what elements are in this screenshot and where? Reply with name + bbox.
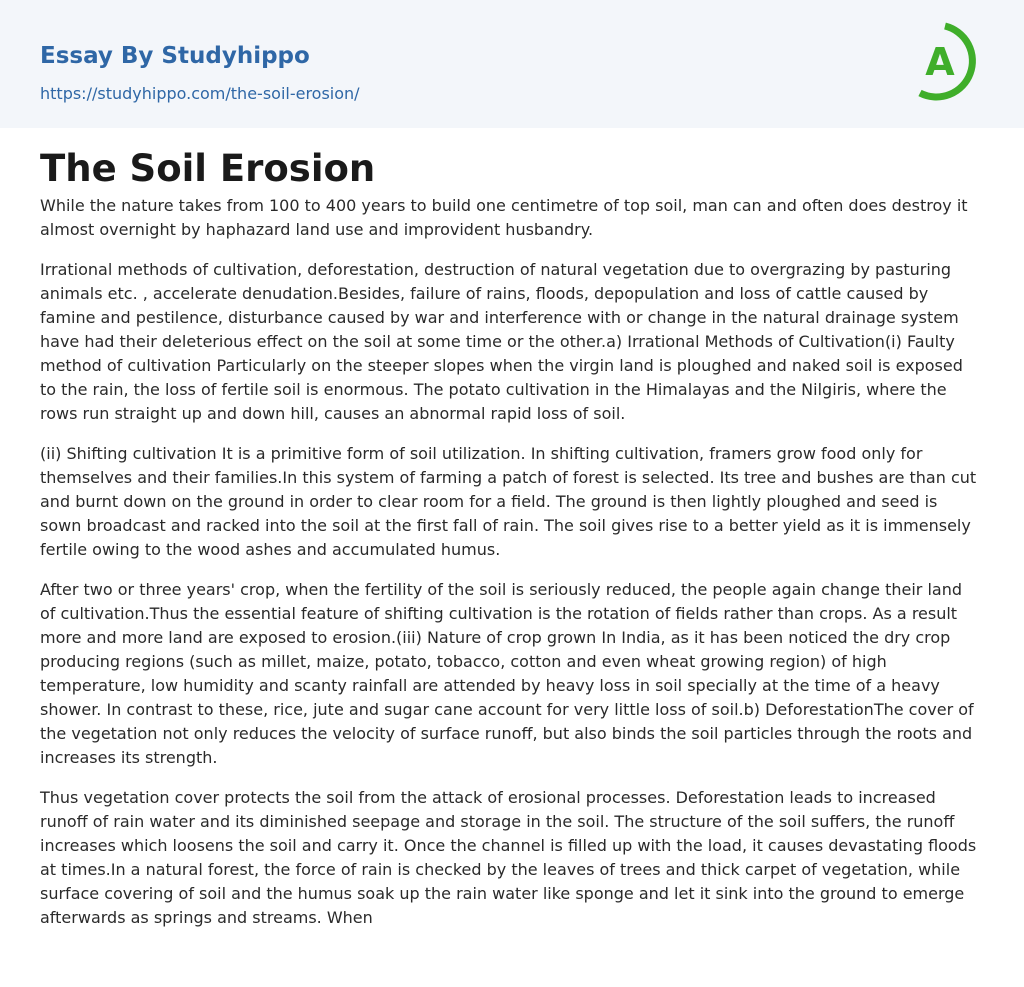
brand-title[interactable]: Essay By Studyhippo	[40, 43, 310, 69]
studyhippo-logo-icon[interactable]	[911, 19, 987, 105]
paragraph: (ii) Shifting cultivation It is a primitive form of soil utilization. In shifting cultivation, framers grow food only for themselves and their families.In this system of farming a patch of forest is selected. Its tree and bushes are than cut and burnt down on the ground in order to clear room for a field. The ground is then lightly ploughed and seed is sown broadcast and racked into the soil at the first fall of rain. The soil gives rise to a better yield as it is immensely fertile owing to the wood ashes and accumulated humus.	[40, 444, 977, 559]
logo-letter: A	[925, 40, 955, 84]
paragraph: While the nature takes from 100 to 400 years to build one centimetre of top soil, man can and often does destroy it almost overnight by haphazard land use and improvident husbandry.	[40, 196, 968, 239]
paragraph: After two or three years' crop, when the fertility of the soil is seriously reduced, the people again change their land of cultivation.Thus the essential feature of shifting cultivation is the rotation of fields rather than crops. As a result more and more land are exposed to erosion.(iii) Nature of crop grown In India, as it has been noticed the dry crop producing regions (such as millet, maize, potato, tobacco, cotton and even wheat growing region) of high temperature, low humidity and scanty rainfall are attended by heavy loss in soil specially at the time of a heavy shower. In contrast to these, rice, jute and sugar cane account for very little loss of soil.b) DeforestationThe cover of the vegetation not only reduces the velocity of surface runoff, but also binds the soil particles through the roots and increases its strength.	[40, 580, 974, 767]
page-title: The Soil Erosion	[40, 147, 376, 190]
paragraph: Thus vegetation cover protects the soil from the attack of erosional processes. Deforestation leads to increased runoff of rain water and its diminished seepage and storage in the soil. The structure of the soil suffers, the runoff increases which loosens the soil and carry it. Once the channel is filled up with the load, it causes devastating floods at times.In a natural forest, the force of rain is checked by the leaves of trees and thick carpet of vegetation, while surface covering of soil and the humus soak up the rain water like sponge and let it sink into the ground to emerge afterwards as springs and streams. When	[40, 788, 977, 927]
paragraph: Irrational methods of cultivation, deforestation, destruction of natural vegetation due to overgrazing by pasturing animals etc. , accelerate denudation.Besides, failure of rains, floods, depopulation and loss of cattle caused by famine and pestilence, disturbance caused by war and interference with or change in the natural drainage system have had their deleterious effect on the soil at some time or the other.a) Irrational Methods of Cultivation(i) Faulty method of cultivation Particularly on the steeper slopes when the virgin land is ploughed and naked soil is exposed to the rain, the loss of fertile soil is enormous. The potato cultivation in the Himalayas and the Nilgiris, where the rows run straight up and down hill, causes an abnormal rapid loss of soil.	[40, 260, 963, 423]
essay-body	[40, 194, 982, 946]
essay-url-link[interactable]: https://studyhippo.com/the-soil-erosion/	[40, 84, 360, 103]
